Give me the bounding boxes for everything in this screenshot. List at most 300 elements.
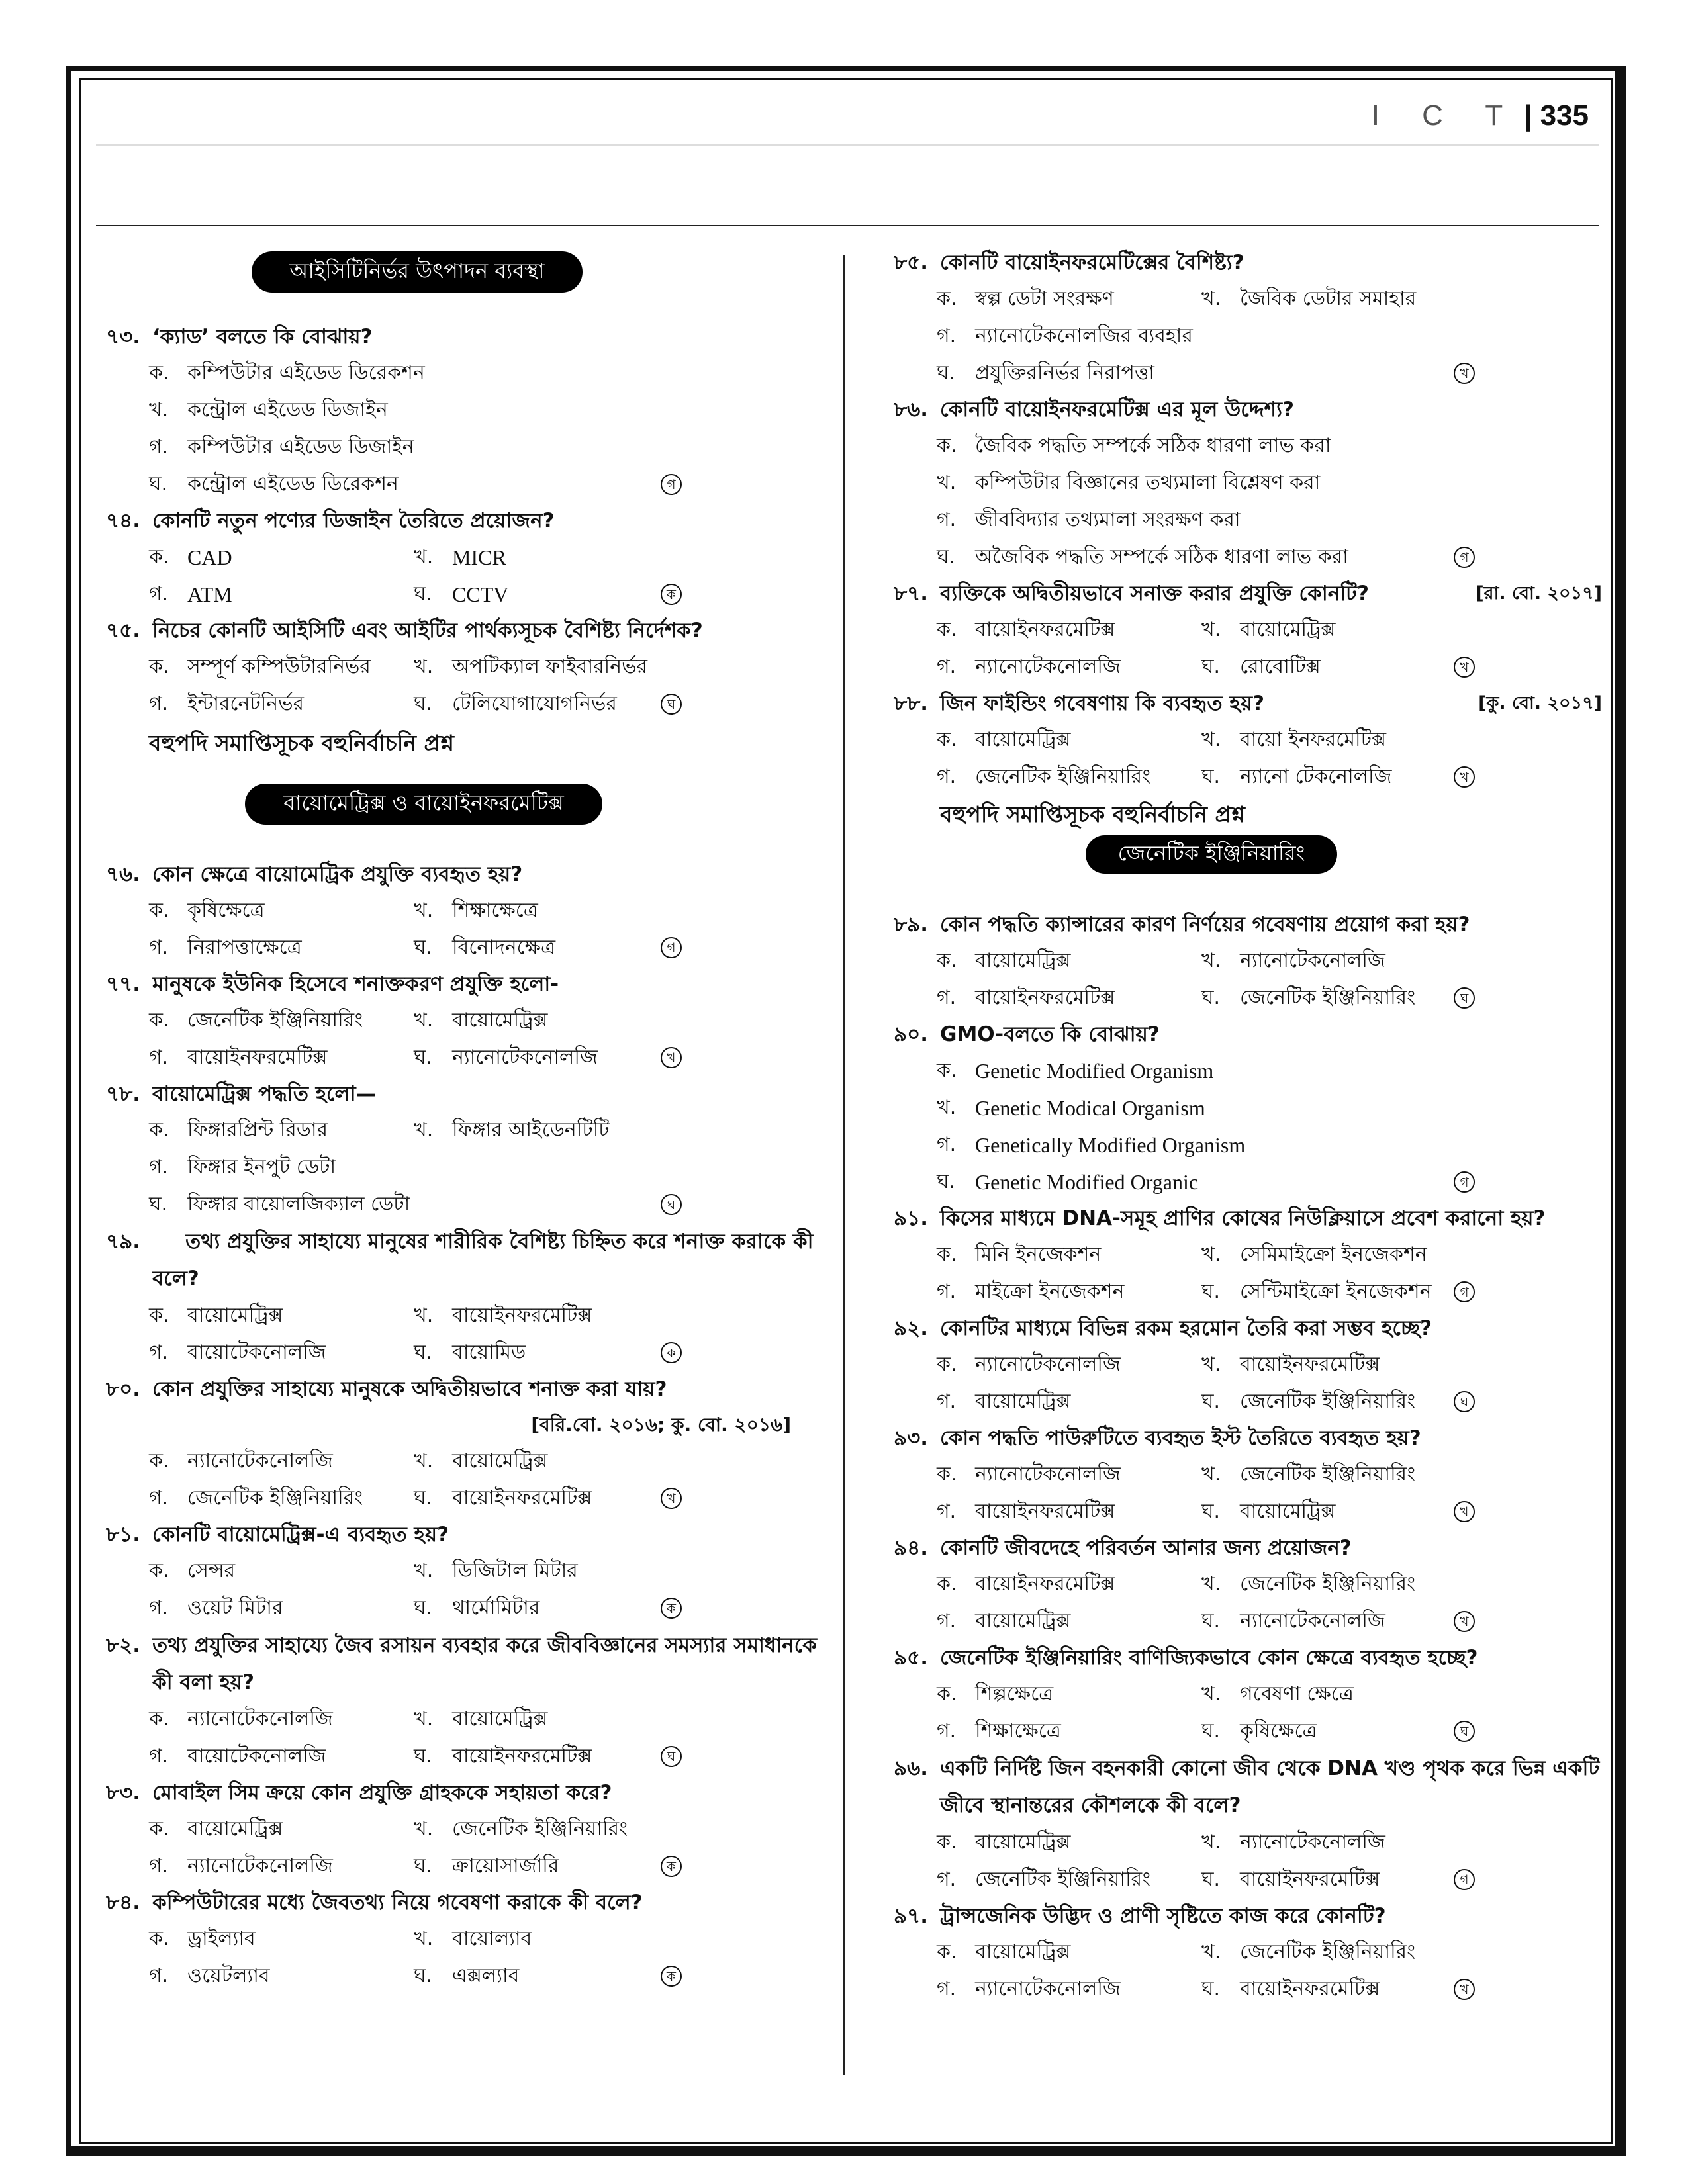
answer-badge: ক [661, 1966, 682, 1987]
mcq-heading: বহুপদি সমাপ্তিসূচক বহুনির্বাচনি প্রশ্ন [149, 730, 454, 756]
option-label: ক. [149, 1559, 169, 1582]
page-border-shadow-bottom [71, 2146, 1626, 2156]
option-text: অজৈবিক পদ্ধতি সম্পর্কে সঠিক ধারণা লাভ করা [975, 545, 1348, 569]
option-label: ক. [937, 1243, 957, 1266]
option-label: গ. [937, 1280, 957, 1303]
question-text: ব্যক্তিকে অদ্বিতীয়ভাবে সনাক্ত করার প্রযুক্তি কোনটি? [940, 582, 1370, 606]
answer-badge: গ [1454, 1171, 1475, 1193]
option-label: ঘ. [414, 1964, 433, 1987]
option-label: ঘ. [414, 582, 433, 606]
option-text: বায়োমেট্রিক্স [975, 1940, 1071, 1964]
option-text: ন্যানোটেকনোলজি [187, 1707, 333, 1731]
option-label: ঘ. [414, 1745, 433, 1768]
option-text: ফিঙ্গারপ্রিন্ট রিডার [187, 1118, 328, 1142]
question-96 [894, 1750, 1602, 1898]
question-95 [894, 1640, 1602, 1750]
question-source: [কু. বো. ২০১৭] [1478, 693, 1602, 713]
option-label: খ. [414, 1118, 434, 1142]
option-label: ঘ. [1201, 1978, 1221, 2001]
right-column [894, 245, 1602, 2008]
question-text: কোন প্রযুক্তির সাহায্যে মানুষকে অদ্বিতীয়ভাবে শনাক্ত করা যায়? [152, 1377, 667, 1401]
question-number: ৮৯. [894, 913, 929, 936]
option-text: বায়োমিড [452, 1341, 526, 1364]
question-93 [894, 1420, 1602, 1530]
option-text: বিনোদনক্ষেত্র [452, 936, 556, 959]
option-text: ফিঙ্গার ইনপুট ডেটা [187, 1156, 336, 1179]
option-label: ক. [937, 618, 957, 641]
question-78 [106, 1076, 827, 1223]
option-label: ঘ. [414, 1596, 433, 1619]
option-text: ন্যানোটেকনোলজি [1240, 1831, 1385, 1854]
question-source: [বরি.বো. ২০১৬; কু. বো. ২০১৬] [531, 1414, 791, 1435]
option-text: বায়োমেট্রিক্স [187, 1817, 283, 1841]
option-text: বায়োইনফরমেটিক্স [1240, 1868, 1380, 1891]
question-number: ৭৪. [106, 509, 141, 533]
option-label: খ. [1201, 287, 1221, 310]
answer-badge: ক [661, 1598, 682, 1619]
option-label: গ. [149, 1964, 169, 1987]
option-text: বায়োমেট্রিক্স [1240, 1500, 1336, 1523]
option-label: গ. [149, 435, 169, 459]
option-text: ন্যানোটেকনোলজি [975, 1463, 1121, 1486]
option-label: ঘ. [1201, 986, 1221, 1009]
question-number: ৯১. [894, 1206, 929, 1230]
option-label: গ. [937, 1868, 957, 1891]
option-label: ঘ. [414, 1854, 433, 1878]
question-75 [106, 613, 827, 723]
option-text: বায়োমেট্রিক্স [452, 1449, 548, 1473]
option-text: Genetic Modical Organism [975, 1096, 1205, 1120]
option-text: কন্ট্রোল এইডেড ডিরেকশন [187, 473, 399, 496]
option-label: ঘ. [414, 936, 433, 959]
option-label: খ. [414, 1449, 434, 1473]
question-92 [894, 1310, 1602, 1420]
option-text: জেনেটিক ইঞ্জিনিয়ারিং [1240, 1463, 1416, 1486]
option-label: গ. [937, 1133, 957, 1156]
question-74 [106, 503, 827, 613]
option-label: ক. [149, 545, 169, 569]
answer-badge: ক [661, 1342, 682, 1363]
question-number: ৮৬. [894, 398, 929, 422]
answer-badge: ঘ [661, 1746, 682, 1767]
option-text: সেন্টিমাইক্রো ইনজেকশন [1240, 1280, 1432, 1303]
answer-badge: ঘ [661, 694, 682, 715]
option-text: জৈবিক ডেটার সমাহার [1240, 287, 1417, 310]
option-text: অপটিক্যাল ফাইবারনির্ভর [452, 655, 648, 678]
question-text: কম্পিউটারের মধ্যে জৈবতথ্য নিয়ে গবেষণা করাকে কী বলে? [152, 1891, 643, 1915]
option-label: গ. [149, 582, 169, 606]
answer-badge: গ [1454, 1281, 1475, 1302]
question-number: ৯৩. [894, 1426, 929, 1450]
option-text: বায়োইনফরমেটিক্স [1240, 1353, 1380, 1376]
option-label: খ. [414, 655, 434, 678]
option-text: কম্পিউটার এইডেড ডিরেকশন [187, 361, 425, 385]
option-text: বায়োইনফরমেটিক্স [975, 1500, 1115, 1523]
option-text: ন্যানোটেকনোলজি [187, 1449, 333, 1473]
option-label: ক. [937, 728, 957, 751]
option-label: ক. [937, 1463, 957, 1486]
option-label: খ. [1201, 1572, 1221, 1596]
option-label: খ. [414, 1707, 434, 1731]
option-label: ক. [937, 1353, 957, 1376]
option-text: ড্রাইল্যাব [187, 1927, 256, 1950]
option-label: গ. [937, 508, 957, 531]
option-label: গ. [149, 936, 169, 959]
option-label: খ. [1201, 618, 1221, 641]
option-text: শিক্ষাক্ষেত্রে [975, 1719, 1061, 1743]
option-text: বায়োইনফরমেটিক্স [1240, 1978, 1380, 2001]
option-text: জেনেটিক ইঞ্জিনিয়ারিং [1240, 1390, 1416, 1413]
option-text: Genetic Modified Organism [975, 1059, 1214, 1083]
option-label: খ. [1201, 1243, 1221, 1266]
option-label: ঘ. [414, 1046, 433, 1069]
question-number: ৮৮. [894, 692, 929, 715]
option-label: ক. [937, 949, 957, 972]
option-label: ঘ. [1201, 1280, 1221, 1303]
question-text: কোনটি বায়োমেট্রিক্স-এ ব্যবহৃত হয়? [152, 1523, 449, 1547]
option-label: খ. [414, 1009, 434, 1032]
option-text: বায়োমেট্রিক্স [452, 1009, 548, 1032]
option-text: CAD [187, 545, 232, 569]
option-text: বায়োমেট্রিক্স [452, 1707, 548, 1731]
option-text: ডিজিটাল মিটার [452, 1559, 578, 1582]
option-text: টেলিযোগাযোগনির্ভর [452, 692, 617, 715]
option-text: ওয়েট মিটার [187, 1596, 283, 1619]
option-label: গ. [937, 655, 957, 678]
option-label: খ. [937, 1096, 957, 1119]
answer-badge: ক [661, 1856, 682, 1877]
option-text: জেনেটিক ইঞ্জিনিয়ারিং [187, 1486, 363, 1510]
question-text: জিন ফাইন্ডিং গবেষণায় কি ব্যবহৃত হয়? [940, 692, 1264, 715]
option-text: কৃষিক্ষেত্রে [187, 899, 265, 922]
question-73 [106, 319, 827, 503]
option-label: ঘ. [1201, 1719, 1221, 1743]
option-text: ফিঙ্গার বায়োলজিক্যাল ডেটা [187, 1193, 410, 1216]
option-text: বায়োমেট্রিক্স [975, 1390, 1071, 1413]
answer-badge: খ [1454, 766, 1475, 788]
option-label: ক. [149, 1449, 169, 1473]
option-text: ATM [187, 582, 232, 606]
option-text: বায়োইনফরমেটিক্স [452, 1486, 592, 1510]
option-label: ক. [149, 1817, 169, 1841]
option-label: খ. [1201, 1940, 1221, 1964]
option-label: গ. [149, 1745, 169, 1768]
question-number: ৭৫. [106, 619, 141, 643]
question-number: ৮০. [106, 1377, 141, 1401]
option-label: গ. [937, 1500, 957, 1523]
option-text: বায়োইনফরমেটিক্স [452, 1745, 592, 1768]
question-number: ৯৪. [894, 1536, 929, 1560]
option-text: কন্ট্রোল এইডেড ডিজাইন [187, 398, 388, 422]
question-number: ৮৩. [106, 1781, 141, 1805]
option-label: ক. [149, 1009, 169, 1032]
question-text: কোনটি জীবদেহে পরিবর্তন আনার জন্য প্রয়োজন? [940, 1536, 1352, 1560]
option-label: ক. [149, 1304, 169, 1327]
answer-badge: গ [1454, 1869, 1475, 1890]
option-text: Genetic Modified Organic [975, 1170, 1199, 1194]
option-label: খ. [937, 471, 957, 494]
question-text: ট্রান্সজেনিক উদ্ভিদ ও প্রাণী সৃষ্টিতে কাজ করে কোনটি? [940, 1904, 1386, 1928]
option-label: গ. [937, 986, 957, 1009]
question-number: ৮৪. [106, 1891, 141, 1915]
option-text: ফিঙ্গার আইডেনটিটি [452, 1118, 610, 1142]
content-top-rule [96, 225, 1599, 226]
option-text: কম্পিউটার বিজ্ঞানের তথ্যমালা বিশ্লেষণ করা [975, 471, 1321, 494]
option-text: কৃষিক্ষেত্রে [1240, 1719, 1317, 1743]
question-number: ৭৩. [106, 325, 141, 349]
option-label: ঘ. [414, 1486, 433, 1510]
option-label: ক. [149, 655, 169, 678]
option-text: জীববিদ্যার তথ্যমালা সংরক্ষণ করা [975, 508, 1241, 531]
option-label: গ. [149, 692, 169, 715]
option-text: ন্যানোটেকনোলজি [452, 1046, 598, 1069]
option-text: CCTV [452, 582, 509, 606]
option-label: খ. [1201, 728, 1221, 751]
question-text: বায়োমেট্রিক্স পদ্ধতি হলো— [152, 1082, 377, 1106]
question-81 [106, 1517, 827, 1627]
option-text: ন্যানোটেকনোলজি [1240, 1610, 1385, 1633]
question-text: একটি নির্দিষ্ট জিন বহনকারী কোনো জীব থেকে DNA খণ্ড পৃথক করে ভিন্ন একটি জীবে স্থানান্তরের কৌশলকে কী বলে? [940, 1756, 1600, 1817]
option-label: গ. [937, 765, 957, 788]
question-76 [106, 856, 827, 966]
option-label: গ. [149, 1486, 169, 1510]
question-text: কোনটির মাধ্যমে বিভিন্ন রকম হরমোন তৈরি করা সম্ভব হচ্ছে? [940, 1316, 1432, 1340]
question-text: GMO-বলতে কি বোঝায়? [940, 1023, 1160, 1046]
answer-badge: খ [1454, 1501, 1475, 1522]
option-label: গ. [149, 1156, 169, 1179]
option-label: ক. [149, 1927, 169, 1950]
option-text: বায়োটেকনোলজি [187, 1341, 326, 1364]
option-text: বায়োইনফরমেটিক্স [975, 986, 1115, 1009]
question-87 [894, 576, 1602, 686]
header-divider [96, 144, 1599, 146]
question-number: ৯৫. [894, 1646, 929, 1670]
option-label: ঘ. [937, 1170, 956, 1193]
header-separator: | [1524, 99, 1532, 132]
option-text: বায়োমেট্রিক্স [975, 1610, 1071, 1633]
option-label: খ. [414, 899, 434, 922]
option-text: থার্মোমিটার [452, 1596, 540, 1619]
question-text: কোনটি বায়োইনফরমেটিক্সের বৈশিষ্ট্য? [940, 251, 1244, 275]
question-text: তথ্য প্রযুক্তির সাহায্যে মানুষের শারীরিক বৈশিষ্ট্য চিহ্নিত করে শনাক্ত করাকে কী বলে? [152, 1230, 814, 1291]
question-text: জেনেটিক ইঞ্জিনিয়ারিং বাণিজ্যিকভাবে কোন ক্ষেত্রে ব্যবহৃত হচ্ছে? [940, 1646, 1478, 1670]
question-text: তথ্য প্রযুক্তির সাহায্যে জৈব রসায়ন ব্যবহার করে জীববিজ্ঞানের সমস্যার সমাধানকে কী বলা হয়? [152, 1633, 817, 1694]
option-text: এক্সল্যাব [452, 1964, 520, 1987]
option-label: ক. [149, 1707, 169, 1731]
question-text: কোন পদ্ধতি ক্যান্সারের কারণ নির্ণয়ের গবেষণায় প্রয়োগ করা হয়? [940, 913, 1470, 936]
option-text: ন্যানোটেকনোলজি [975, 1353, 1121, 1376]
answer-badge: খ [661, 1488, 682, 1509]
question-94 [894, 1530, 1602, 1640]
option-label: ক. [149, 899, 169, 922]
question-number: ৮২. [106, 1633, 141, 1657]
option-text: জেনেটিক ইঞ্জিনিয়ারিং [452, 1817, 628, 1841]
option-label: ঘ. [937, 361, 956, 385]
option-text: জেনেটিক ইঞ্জিনিয়ারিং [975, 765, 1151, 788]
option-text: বায়োমেট্রিক্স [975, 1831, 1071, 1854]
question-number: ৭৭. [106, 972, 141, 996]
option-label: ক. [937, 1940, 957, 1964]
option-text: বায়ো ইনফরমেটিক্স [1240, 728, 1386, 751]
question-88 [894, 686, 1602, 796]
option-label: গ. [937, 324, 957, 347]
answer-badge: ঘ [1454, 1391, 1475, 1412]
option-label: ঘ. [414, 1341, 433, 1364]
option-text: সেন্সর [187, 1559, 236, 1582]
question-number: ৯৬. [894, 1756, 929, 1780]
question-85 [894, 245, 1602, 392]
question-text: মোবাইল সিম ক্রয়ে কোন প্রযুক্তি গ্রাহককে সহায়তা করে? [152, 1781, 612, 1805]
option-text: ন্যানোটেকনোলজি [187, 1854, 333, 1878]
option-text: বায়োল্যাব [452, 1927, 532, 1950]
question-number: ৮৫. [894, 251, 929, 275]
option-label: ঘ. [1201, 1868, 1221, 1891]
question-number: ৯৭. [894, 1904, 929, 1928]
option-text: বায়োইনফরমেটিক্স [975, 1572, 1115, 1596]
option-label: গ. [937, 1719, 957, 1743]
subject-label: I C T [1371, 99, 1521, 132]
option-text: সম্পূর্ণ কম্পিউটারনির্ভর [187, 655, 371, 678]
option-text: জেনেটিক ইঞ্জিনিয়ারিং [1240, 1572, 1416, 1596]
option-label: ঘ. [149, 1193, 168, 1216]
answer-badge: খ [1454, 363, 1475, 384]
answer-badge: ক [661, 584, 682, 605]
question-text: কোনটি বায়োইনফরমেটিক্স এর মূল উদ্দেশ্য? [940, 398, 1294, 422]
option-text: মাইক্রো ইনজেকশন [975, 1280, 1125, 1303]
option-label: ক. [149, 1118, 169, 1142]
option-text: ন্যানোটেকনোলজি [1240, 949, 1385, 972]
question-number: ৭৬. [106, 862, 141, 886]
option-label: গ. [937, 1390, 957, 1413]
option-text: Genetically Modified Organism [975, 1133, 1246, 1157]
answer-badge: ঘ [1454, 987, 1475, 1009]
question-number: ৯০. [894, 1023, 929, 1046]
option-text: ক্রায়োসার্জারি [452, 1854, 559, 1878]
question-79 [106, 1223, 827, 1371]
option-text: প্রযুক্তিরনির্ভর নিরাপত্তা [975, 361, 1154, 385]
answer-badge: গ [661, 474, 682, 495]
option-text: ওয়েটল্যাব [187, 1964, 270, 1987]
option-label: খ. [414, 1559, 434, 1582]
option-text: জৈবিক পদ্ধতি সম্পর্কে সঠিক ধারণা লাভ করা [975, 434, 1331, 457]
option-label: ঘ. [1201, 765, 1221, 788]
option-text: বায়োইনফরমেটিক্স [187, 1046, 328, 1069]
option-text: শিল্পক্ষেত্রে [975, 1682, 1054, 1706]
question-91 [894, 1201, 1602, 1310]
question-number: ৮৭. [894, 582, 929, 606]
question-80 [106, 1371, 827, 1517]
page-header [1372, 99, 1589, 132]
option-text: বায়োটেকনোলজি [187, 1745, 326, 1768]
option-text: কম্পিউটার এইডেড ডিজাইন [187, 435, 414, 459]
answer-badge: গ [661, 937, 682, 958]
question-number: ৯২. [894, 1316, 929, 1340]
answer-badge: খ [661, 1047, 682, 1068]
option-label: ক. [149, 361, 169, 385]
option-text: ইন্টারনেটনির্ভর [187, 692, 305, 715]
option-label: গ. [149, 1046, 169, 1069]
option-label: ক. [937, 287, 957, 310]
option-label: ক. [937, 1682, 957, 1706]
question-83 [106, 1775, 827, 1885]
option-label: ঘ. [1201, 1610, 1221, 1633]
option-label: খ. [1201, 949, 1221, 972]
option-text: বায়োমেট্রিক্স [187, 1304, 283, 1327]
option-label: ঘ. [414, 692, 433, 715]
option-label: ক. [937, 434, 957, 457]
option-label: ঘ. [149, 473, 168, 496]
option-label: গ. [937, 1978, 957, 2001]
option-label: খ. [414, 1927, 434, 1950]
option-label: গ. [149, 1341, 169, 1364]
answer-badge: ঘ [661, 1194, 682, 1215]
option-text: বায়োমেট্রিক্স [975, 949, 1071, 972]
option-label: ঘ. [1201, 655, 1221, 678]
option-text: জেনেটিক ইঞ্জিনিয়ারিং [1240, 1940, 1416, 1964]
option-text: বায়োইনফরমেটিক্স [975, 618, 1115, 641]
option-label: খ. [414, 1304, 434, 1327]
section-heading: জেনেটিক ইঞ্জিনিয়ারিং [1086, 835, 1337, 874]
question-text: নিচের কোনটি আইসিটি এবং আইটির পার্থক্যসূচক বৈশিষ্ট্য নির্দেশক? [152, 619, 703, 643]
left-column [106, 245, 827, 1995]
question-text: মানুষকে ইউনিক হিসেবে শনাক্তকরণ প্রযুক্তি হলো- [152, 972, 559, 996]
option-label: খ. [1201, 1682, 1221, 1706]
option-label: খ. [1201, 1831, 1221, 1854]
option-text: গবেষণা ক্ষেত্রে [1240, 1682, 1354, 1706]
option-label: ক. [937, 1572, 957, 1596]
answer-badge: খ [1454, 657, 1475, 678]
option-label: খ. [414, 545, 434, 569]
question-number: ৭৮. [106, 1082, 141, 1106]
option-label: গ. [149, 1854, 169, 1878]
option-text: ন্যানো টেকনোলজি [1240, 765, 1392, 788]
question-90 [894, 1017, 1602, 1201]
option-label: গ. [937, 1610, 957, 1633]
option-text: সেমিমাইক্রো ইনজেকশন [1240, 1243, 1427, 1266]
question-text: কিসের মাধ্যমে DNA-সমূহ প্রাণির কোষের নিউক্লিয়াসে প্রবেশ করানো হয়? [940, 1206, 1546, 1230]
mcq-heading: বহুপদি সমাপ্তিসূচক বহুনির্বাচনি প্রশ্ন [940, 801, 1245, 827]
option-text: MICR [452, 545, 506, 569]
question-source: [রা. বো. ২০১৭] [1476, 583, 1602, 604]
option-text: বায়োইনফরমেটিক্স [452, 1304, 592, 1327]
option-text: জেনেটিক ইঞ্জিনিয়ারিং [1240, 986, 1416, 1009]
option-label: ঘ. [1201, 1390, 1221, 1413]
option-text: ন্যানোটেকনোলজি [975, 1978, 1121, 2001]
question-86 [894, 392, 1602, 576]
answer-badge: খ [1454, 1979, 1475, 2000]
option-text: ন্যানোটেকনোলজি [975, 655, 1121, 678]
answer-badge: ঘ [1454, 1721, 1475, 1742]
question-97 [894, 1898, 1602, 2008]
option-label: ক. [937, 1831, 957, 1854]
question-77 [106, 966, 827, 1076]
section-heading: বায়োমেট্রিক্স ও বায়োইনফরমেটিক্স [245, 784, 602, 825]
page-border-shadow-right [1615, 71, 1626, 2156]
option-text: বায়োমেট্রিক্স [1240, 618, 1336, 641]
option-text: শিক্ষাক্ষেত্রে [452, 899, 538, 922]
option-label: ক. [937, 1059, 957, 1082]
answer-badge: গ [1454, 547, 1475, 568]
question-text: ‘ক্যাড’ বলতে কি বোঝায়? [152, 325, 373, 349]
page-number: 335 [1540, 99, 1589, 132]
option-text: বায়োমেট্রিক্স [975, 728, 1071, 751]
question-number: ৮১. [106, 1523, 141, 1547]
question-text: কোনটি নতুন পণ্যের ডিজাইন তৈরিতে প্রয়োজন? [152, 509, 555, 533]
option-text: ন্যানোটেকনোলজির ব্যবহার [975, 324, 1193, 347]
option-label: ঘ. [937, 545, 956, 569]
option-text: মিনি ইনজেকশন [975, 1243, 1102, 1266]
option-text: জেনেটিক ইঞ্জিনিয়ারিং [187, 1009, 363, 1032]
